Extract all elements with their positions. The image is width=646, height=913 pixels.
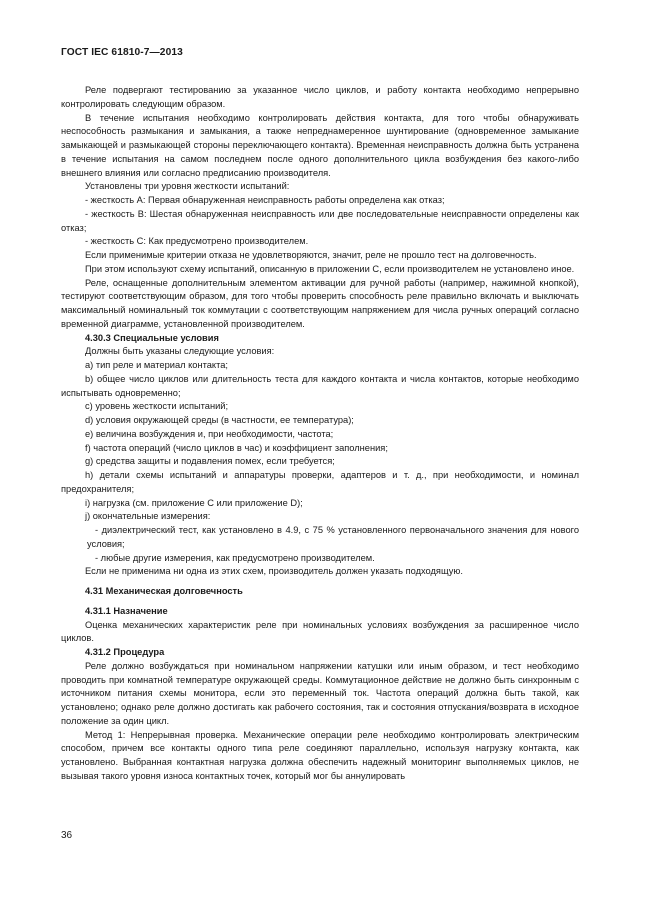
paragraph: Реле должно возбуждаться при номинальном напряжении катушки или иным образом, и тест необходимо проводить при комнатной температуре окружающей среды. Коммутационное действие не должно быть синхронным с источником питания схемы монитора, если это переменный ток. Частота операций должна быть такой, как установлено; однако реле должно достигать как рабочего состояния, так и состояния отпускания/возврата в исходное положение за один цикл. (61, 660, 579, 726)
list-item: g) средства защиты и подавления помех, если требуется; (85, 456, 335, 467)
list-item: i) нагрузка (см. приложение С или приложение D); (85, 497, 303, 508)
section-heading: 4.31.1 Назначение (85, 605, 168, 616)
paragraph: Оценка механических характеристик реле при номинальных условиях возбуждения за расширенное число циклов. (61, 619, 579, 644)
list-item: е) величина возбуждения и, при необходимости, частота; (85, 428, 334, 439)
paragraph: Реле подвергают тестированию за указанное число циклов, и работу контакта необходимо непрерывно контролировать следующим образом. (61, 85, 579, 109)
paragraph: Должны быть указаны следующие условия: (85, 346, 275, 357)
list-item: - жесткость А: Первая обнаруженная неисправность работы определена как отказ; (85, 195, 445, 205)
list-item: с) уровень жесткости испытаний; (85, 401, 229, 412)
document-header: ГОСТ IEC 61810-7—2013 (61, 47, 183, 58)
paragraph: Если не применима ни одна из этих схем, производитель должен указать подходящую. (85, 566, 463, 577)
list-item: b) общее число циклов или длительность теста для каждого контакта и числа контактов, которые необходимо испытывать одновременно; (61, 373, 579, 398)
paragraph: При этом используют схему испытаний, описанную в приложении С, если производителем не установлено иное. (85, 263, 575, 274)
list-item: а) тип реле и материал контакта; (85, 360, 229, 370)
paragraph: Если применимые критерии отказа не удовлетворяются, значит, реле не прошло тест на долговечность. (85, 250, 537, 260)
list-item: f) частота операций (число циклов в час) и коэффициент заполнения; (85, 442, 388, 453)
list-item: - жесткость С: Как предусмотрено производителем. (85, 236, 309, 247)
paragraph: Установлены три уровня жесткости испытаний: (85, 181, 290, 192)
section-heading: 4.31 Механическая долговечность (85, 586, 243, 596)
paragraph: Метод 1: Непрерывная проверка. Механические операции реле необходимо контролировать электрическим способом, причем все контакты одного типа реле соединяют параллельно, используя нагрузку контакта, как установлено. Выбранная контактная нагрузка должна обеспечить надежный мониторинг выполняемых циклов, не вызывая такого уровня износа контактных точек, который мог бы аннулировать (61, 729, 579, 781)
sub-list-item: - диэлектрический тест, как установлено в 4.9, с 75 % установленного первоначального значения для нового условия; (87, 525, 579, 549)
list-item: h) детали схемы испытаний и аппаратуры проверки, адаптеров и т. д., при необходимости, и номинал предохранителя; (61, 470, 579, 494)
paragraph: В течение испытания необходимо контролировать действия контакта, для того чтобы обнаруживать неспособность размыкания и замыкания, а также непреднамеренное шунтирование (одновременное замыкание замыкающей и размыкающей стороны переключающего контакта). Временная неисправность должна быть устранена в течение испытания на самом последнем после одного дополнительного цикла возбуждения без какого-либо внешнего влияния или согласно предписанию производителя. (61, 112, 579, 178)
list-item: - жесткость В: Шестая обнаруженная неисправность или две последовательные неисправности определены как отказ; (61, 208, 579, 233)
list-item: j) окончательные измерения: (85, 511, 211, 522)
paragraph: Реле, оснащенные дополнительным элементом активации для ручной работы (например, нажимной кнопкой), тестируют соответствующим образом, для того чтобы проверить способность реле правильно включать и выключать максимальный номинальный ток коммутации с соответствующим напряжением для числа ручных операций согласно временной диаграмме, установленной производителем. (61, 277, 579, 329)
page-number: 36 (61, 830, 73, 841)
list-item: d) условия окружающей среды (в частности, ее температура); (85, 415, 354, 425)
document-body (61, 84, 579, 784)
section-heading: 4.31.2 Процедура (85, 647, 165, 657)
section-heading: 4.30.3 Специальные условия (85, 332, 219, 343)
sub-list-item: - любые другие измерения, как предусмотрено производителем. (95, 552, 375, 563)
